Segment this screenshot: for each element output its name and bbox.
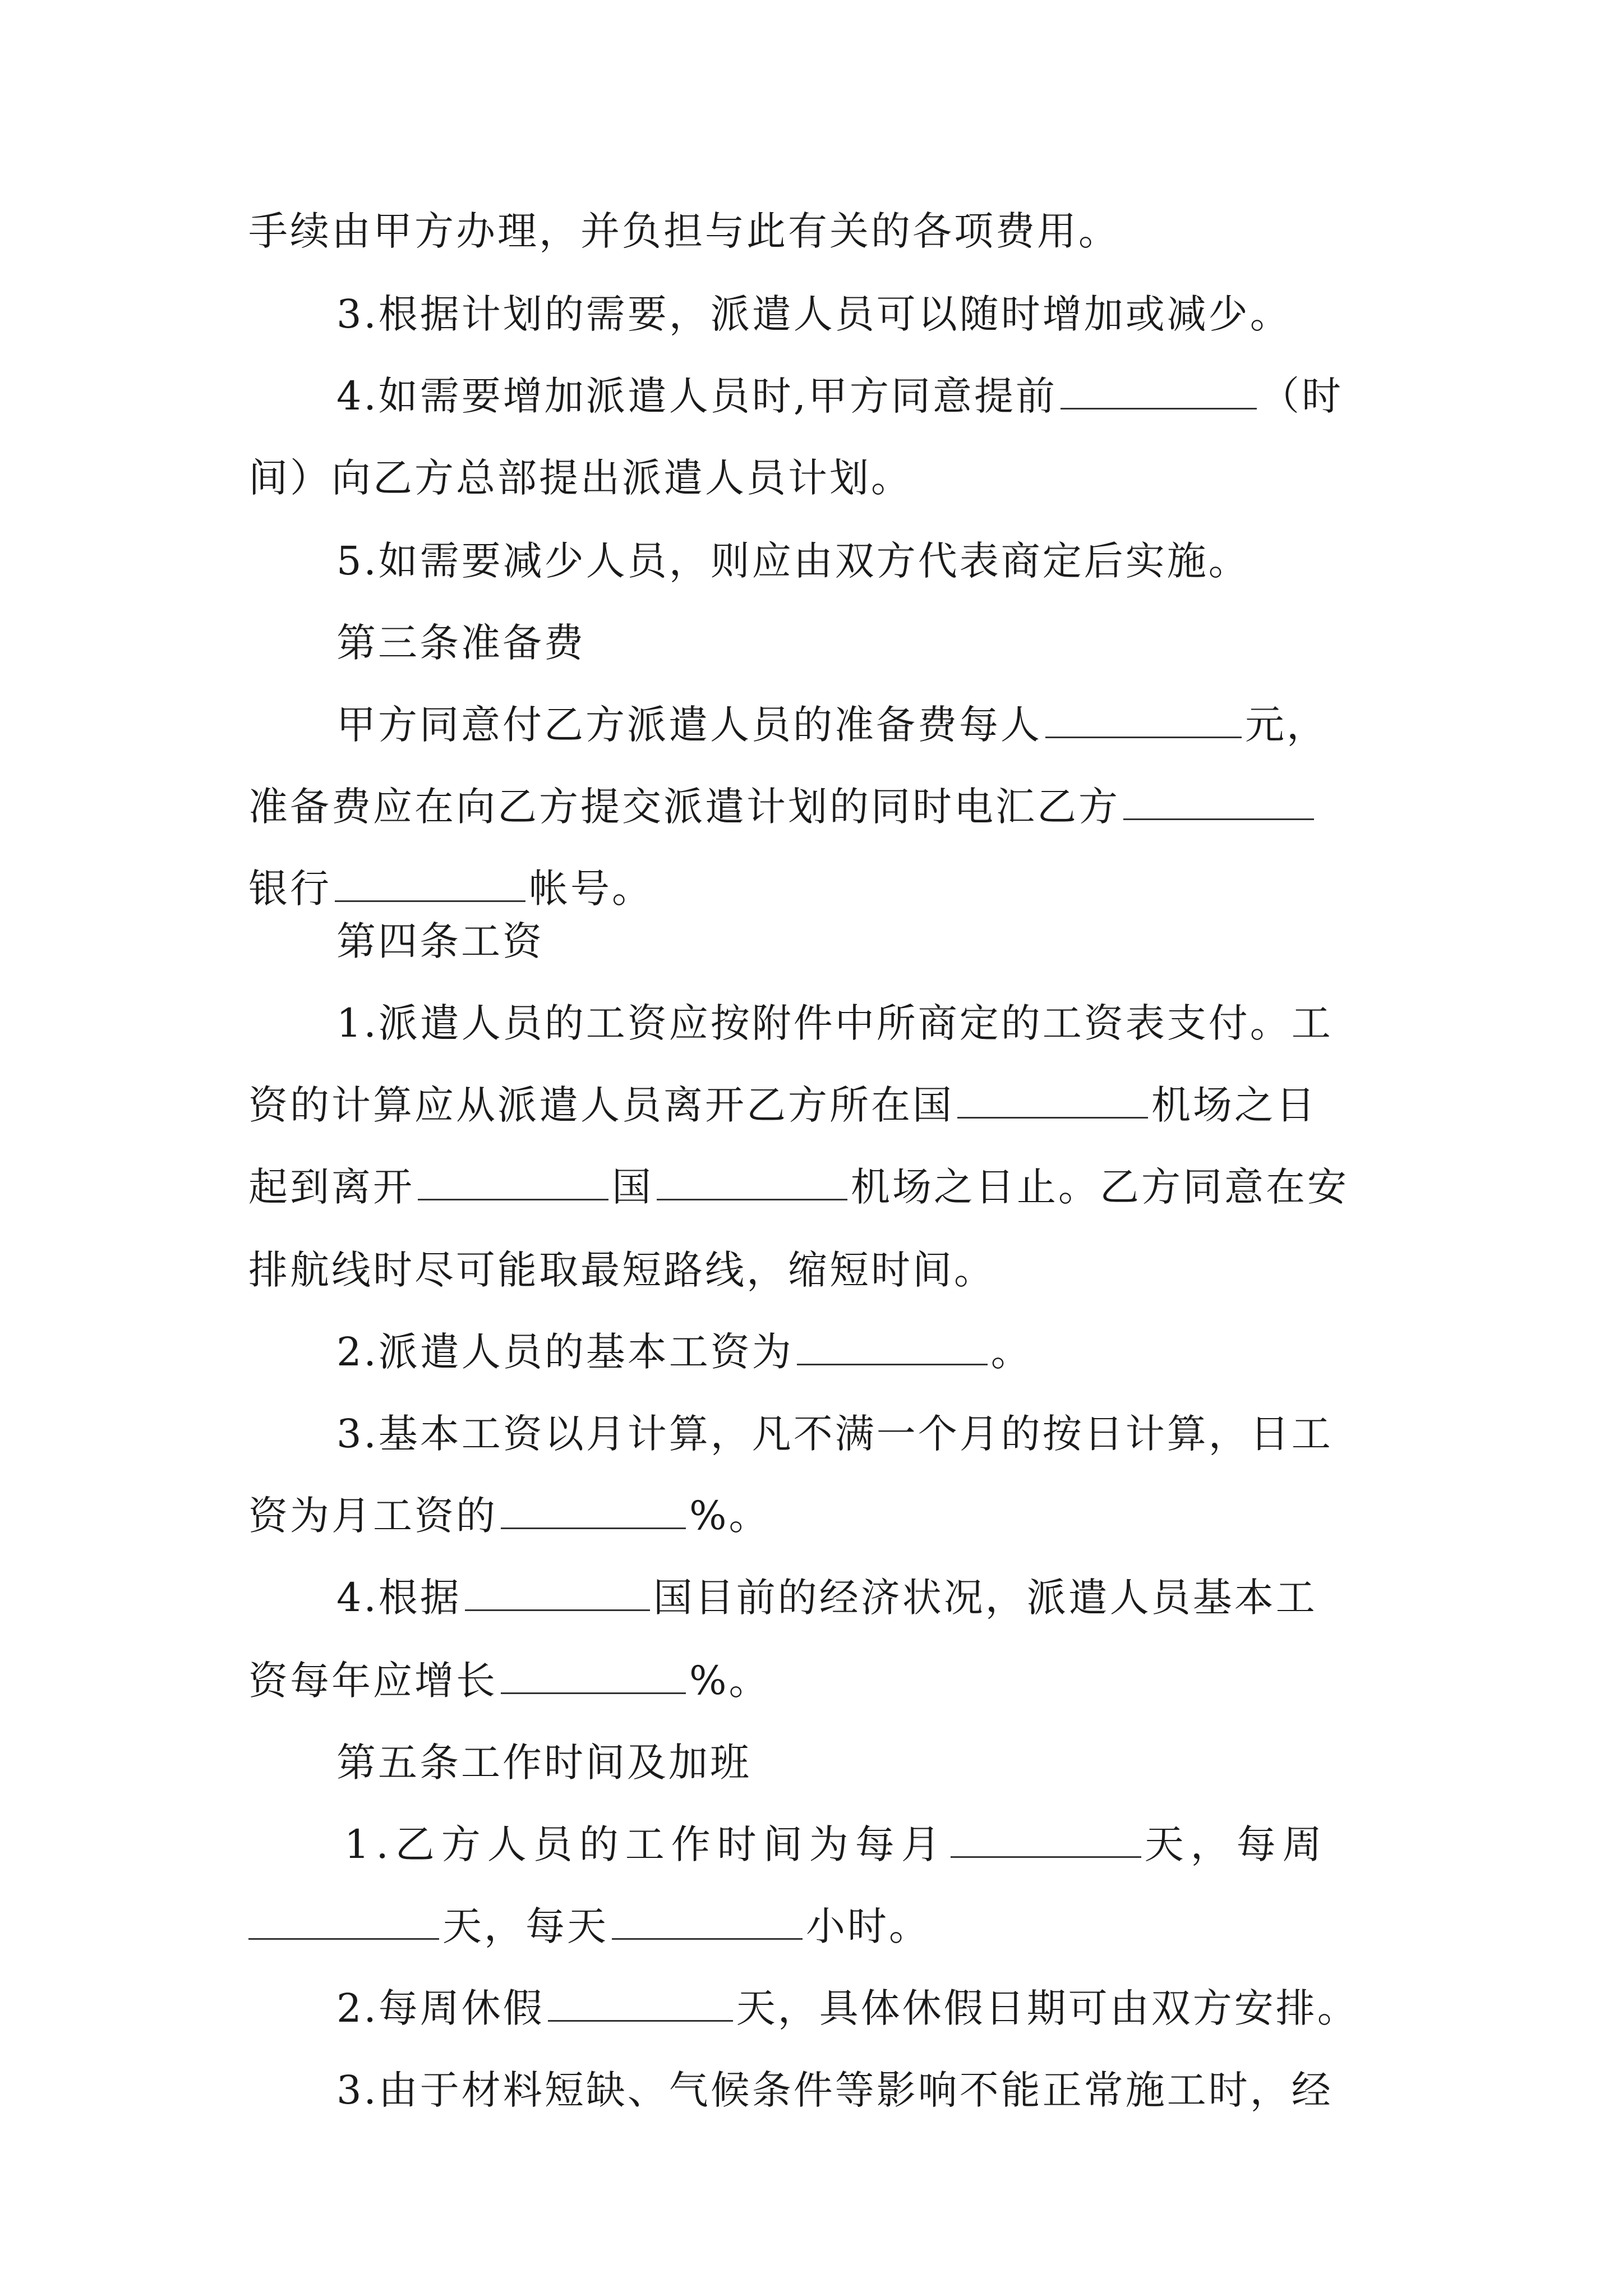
fill-blank <box>1123 784 1314 820</box>
text-line: 起到离开 国 机场之日止。乙方同意在安 <box>248 1164 1349 1210</box>
fill-blank <box>465 1575 650 1611</box>
text-line: 1.乙方人员的工作时间为每月 天，每周 <box>344 1821 1329 1867</box>
fill-blank <box>501 1658 686 1694</box>
section-heading: 第五条工作时间及加班 <box>336 1740 751 1786</box>
text-line: 1.派遣人员的工资应按附件中所商定的工资表支付。工 <box>336 1000 1333 1046</box>
fill-blank <box>548 1985 733 2022</box>
text-line: 间）向乙方总部提出派遣人员计划。 <box>248 455 912 501</box>
text-line: 3.基本工资以月计算，凡不满一个月的按日计算，日工 <box>336 1411 1333 1457</box>
text-line: 天，每天 小时。 <box>248 1899 1404 1953</box>
text-line: 甲方同意付乙方派遣人员的准备费每人 元， <box>336 702 1328 748</box>
text-line: 资的计算应从派遣人员离开乙方所在国 机场之日 <box>248 1082 1317 1128</box>
fill-blank <box>1061 373 1257 409</box>
fill-blank <box>501 1493 686 1529</box>
fill-blank <box>797 1329 988 1365</box>
fill-blank <box>248 1903 439 1940</box>
section-heading: 第四条工资 <box>336 918 544 964</box>
fill-blank <box>1045 702 1242 738</box>
fill-blank <box>657 1164 847 1200</box>
text-line: 准备费应在向乙方提交派遣计划的同时电汇乙方 <box>248 780 1404 834</box>
text-line: 3.由于材料短缺、气候条件等影响不能正常施工时，经 <box>336 2067 1333 2113</box>
fill-blank <box>418 1164 608 1200</box>
text-line: 2.派遣人员的基本工资为 。 <box>336 1329 1032 1375</box>
fill-blank <box>957 1082 1148 1119</box>
fill-blank <box>612 1903 803 1940</box>
text-line: 资每年应增长 %。 <box>248 1658 771 1704</box>
text-line: 4.如需要增加派遣人员时,甲方同意提前 （时 <box>336 373 1344 419</box>
text-line: 资为月工资的 %。 <box>248 1493 771 1539</box>
section-heading: 第三条准备费 <box>336 620 585 666</box>
text-line: 银行 帐号。 <box>248 866 653 912</box>
text-line: 4.根据 国目前的经济状况，派遣人员基本工 <box>336 1575 1317 1621</box>
text-line: 3.根据计划的需要，派遣人员可以随时增加或减少。 <box>336 291 1292 337</box>
text-line: 5.如需要减少人员，则应由双方代表商定后实施。 <box>336 538 1250 584</box>
text-line: 2.每周休假 天，具体休假日期可由双方安排。 <box>336 1985 1359 2031</box>
text-line: 手续由甲方办理，并负担与此有关的各项费用。 <box>248 208 1120 254</box>
fill-blank <box>335 866 525 902</box>
fill-blank <box>951 1821 1141 1858</box>
text-line: 排航线时尽可能取最短路线，缩短时间。 <box>248 1247 995 1293</box>
